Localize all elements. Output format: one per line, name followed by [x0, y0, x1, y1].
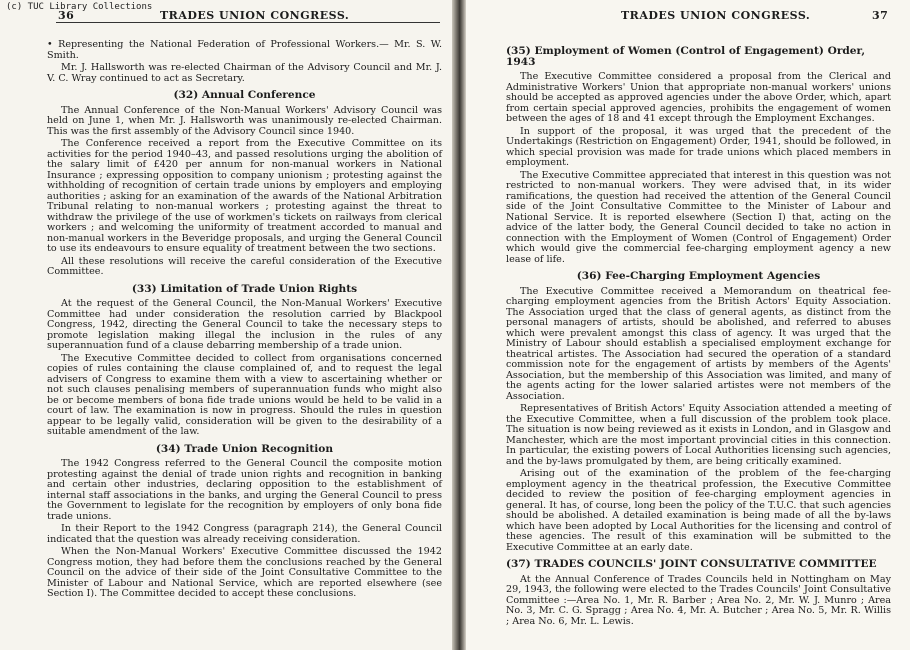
paragraph: All these resolutions will receive the careful consideration of the Executive Committee.	[47, 255, 442, 277]
paragraph: When the Non-Manual Workers' Executive Committee discussed the 1942 Congress motion, they had before them the conclusions reached by the General Council on the advice of their side of the Joint Consultative Committee to the Minister of Labour and National Service, which are reported elsewhere (see Section I). The Committee decided to accept these conclusions.	[47, 546, 442, 599]
intro-chairman: Mr. J. Hallsworth was re-elected Chairman of the Advisory Council and Mr. J. V. C. Wray continued to act as Secretary.	[47, 62, 442, 84]
header-rule	[56, 22, 440, 23]
paragraph: In their Report to the 1942 Congress (paragraph 214), the General Council indicated that the question was already receiving consideration.	[47, 523, 442, 545]
paragraph: Arising out of the examination of the problem of the fee-charging employment agency in the theatrical profession, the Executive Committee decided to review the position of fee-charging employment agencies in general. It has, of course, long been the policy of the T.U.C. that such agencies should be abolished. A detailed examination is being made of all the by-laws which have been adopted by Local Authorities for the licensing and control of these agencies. The result of this examination will be submitted to the Executive Committee at an early date.	[506, 468, 891, 553]
section-heading-33: (33) Limitation of Trade Union Rights	[131, 282, 358, 295]
intro-representation: • Representing the National Federation of Professional Workers.— Mr. S. W. Smith.	[47, 39, 442, 61]
section-heading-37: (37) TRADES COUNCILS' JOINT CONSULTATIVE COMMITTEE	[506, 558, 877, 570]
right-page	[466, 0, 910, 650]
paragraph: The Executive Committee received a Memorandum on theatrical fee-charging employment agencies from the British Actors' Equity Association. The Association urged that the class of general agents, as distinct from the personal managers of artists, should be abolished, and referred to abuses which were prevalent amongst this class of agency. It was urged that the Ministry of Labour should establish a specialised employment exchange for theatrical artistes. The Association had secured the operation of a standard commission note for the engagement of artists by members of the Agents' Association, but the membership of this Association was limited, and many of the agents acting for the lower salaried artistes were not members of the Association.	[506, 285, 891, 402]
paragraph: The Annual Conference of the Non-Manual Workers' Advisory Council was held on June 1, when Mr. J. Hallsworth was unanimously re-elected Chairman. This was the first assembly of the Advisory Council since 1940.	[47, 104, 442, 137]
paragraph: In support of the proposal, it was urged that the precedent of the Undertakings (Restriction on Engagement) Order, 1941, should be followed, in which special provision was made for trade unions which placed members in employment.	[506, 125, 891, 168]
left-page	[0, 0, 452, 650]
right-page-number: 37	[872, 9, 889, 22]
paragraph: The Executive Committee decided to collect from organisations concerned copies of rules containing the clause complained of, and to request the legal advisers of Congress to examine them with a view to ascertaining whether or not such clauses penalising members of superannuation funds who might also be or become members of bona fide trade unions would be held to be valid in a court of law. The examination is now in progress. Should the rules in question appear to be legally valid, consideration will be given to the desirability of a suitable amendment of the law.	[47, 352, 442, 437]
right-column	[506, 40, 891, 629]
paragraph: The Executive Committee considered a proposal from the Clerical and Administrative Workers' Union that appropriate non-manual workers' unions should be accepted as approved agencies under the above Order, which, apart from certain special approved agencies, prohibits the engagement of women between the ages of 18 and 41 except through the Employment Exchanges.	[506, 71, 891, 124]
paragraph: At the request of the General Council, the Non-Manual Workers' Executive Committee had under consideration the resolution carried by Blackpool Congress, 1942, directing the General Council to take the necessary steps to promote legislation making illegal the inclusion in the rules of any superannuation fund of a clause debarring membership of a trade union.	[47, 298, 442, 351]
section-heading-34: (34) Trade Union Recognition	[155, 442, 334, 455]
section-heading-35: (35) Employment of Women (Control of Engagement) Order, 1943	[506, 45, 866, 68]
paragraph: The 1942 Congress referred to the General Council the composite motion protesting against the denial of trade union rights and recognition in banking and certain other industries, declaring opposition to the establishment of internal staff associations in the banks, and urging the General Council to press the Government to legislate for the recognition by employers of only bona fide trade unions.	[47, 458, 442, 522]
section-heading-32: (32) Annual Conference	[173, 89, 316, 101]
left-running-head: TRADES UNION CONGRESS.	[160, 9, 350, 22]
book-gutter	[452, 0, 466, 650]
paragraph: Representatives of British Actors' Equity Association attended a meeting of the Executive Committee, when a full discussion of the problem took place. The situation is now being reviewed as it exists in London, and in Glasgow and Manchester, which are the most important provincial cities in this connection. In particular, the existing powers of Local Authorities licensing such agencies, and the by-laws promulgated by them, are being critically examined.	[506, 403, 891, 467]
paragraph: The Conference received a report from the Executive Committee on its activities for the period 1940–43, and passed resolutions urging the abolition of the salary limit of £420 per annum for non-manual workers in National Insurance ; expressing opposition to company unionism ; protesting against the withholding of recognition of certain trade unions by employers and employing authorities ; asking for an examination of the awards of the National Arbitration Tribunal relating to non-manual workers ; protesting against the threat to withdraw the privilege of the use of workmen's tickets on railways from clerical workers ; and welcoming the uniformity of treatment accorded to manual and non-manual workers in the Beveridge proposals, and urging the General Council to use its endeavours to ensure equality of treatment between the two sections.	[47, 138, 442, 254]
section-heading-36: (36) Fee-Charging Employment Agencies	[576, 270, 821, 282]
watermark: (c) TUC Library Collections	[6, 2, 153, 12]
paragraph: At the Annual Conference of Trades Councils held in Nottingham on May 29, 1943, the following were elected to the Trades Councils' Joint Consultative Committee :—Area No. 1, Mr. R. Barber ; Area No. 2, Mr. W. J. Munro ; Area No. 3, Mr. C. G. Spragg ; Area No. 4, Mr. A. Butcher ; Area No. 5, Mr. R. Willis ; Area No. 6, Mr. L. Lewis.	[506, 573, 891, 627]
left-page-number: 36	[58, 9, 75, 22]
right-running-head: TRADES UNION CONGRESS.	[621, 9, 811, 22]
left-column	[47, 40, 442, 602]
paragraph: The Executive Committee appreciated that interest in this question was not restricted to non-manual workers. They were advised that, in its wider ramifications, the question had received the attention of the General Council side of the Joint Consultative Committee to the Minister of Labour and National Service. It is reported elsewhere (Section I) that, acting on the advice of the latter body, the General Council decided to take no action in connection with the Employment of Women (Control of Engagement) Order which would give the commercial fee-charging employment agency a new lease of life.	[506, 169, 891, 265]
